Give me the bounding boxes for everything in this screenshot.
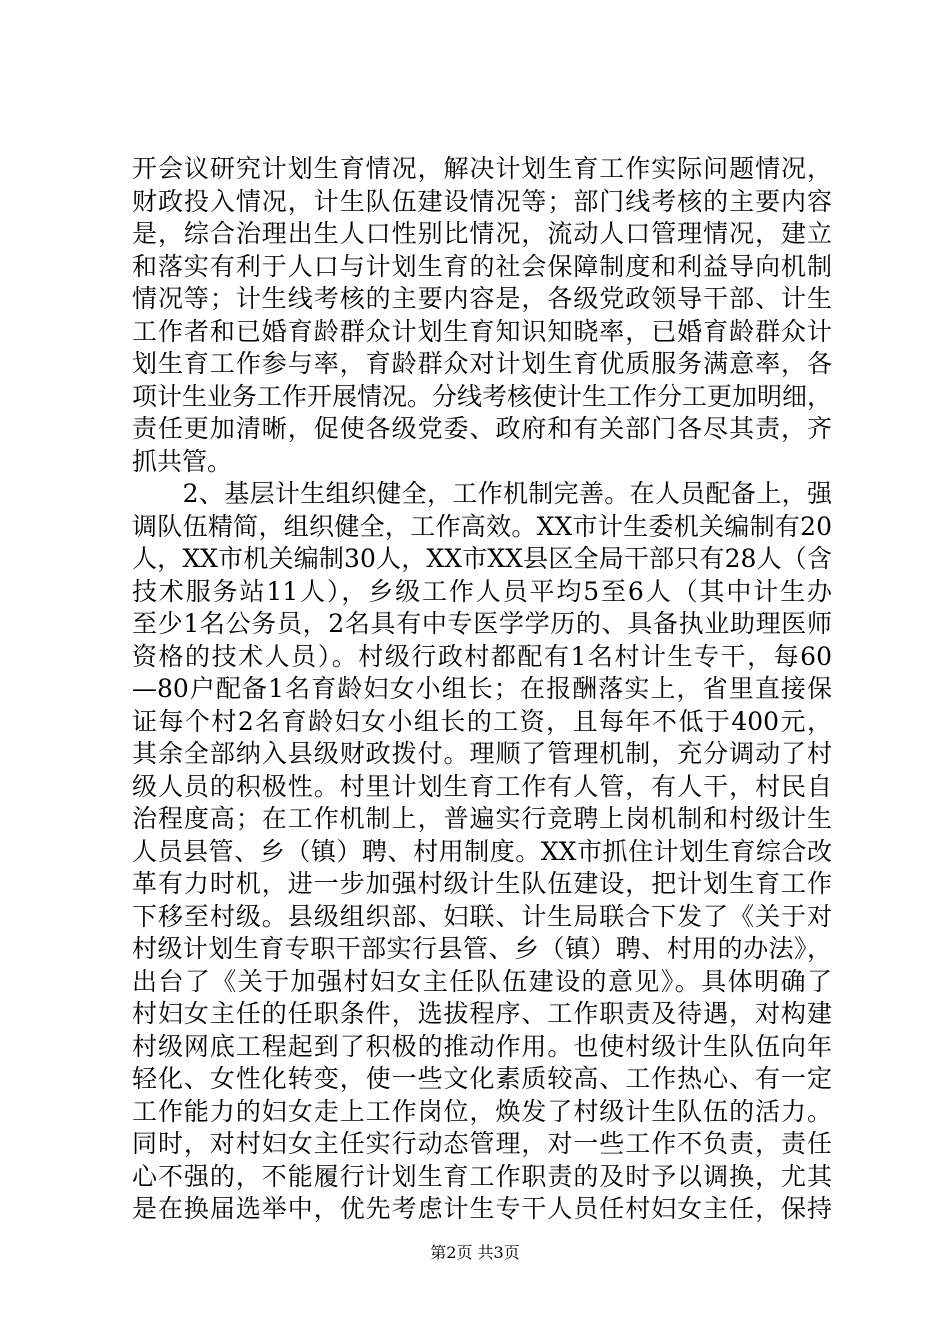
text-line: 财政投入情况，计生队伍建设情况等；部门线考核的主要内容 (132, 186, 832, 216)
paragraph-start-line: 2、基层计生组织健全，工作机制完善。在人员配备上，强 (132, 479, 832, 508)
text-line: 心不强的，不能履行计划生育工作职责的及时予以调换，尤其 (132, 1161, 832, 1191)
text-line: 级人员的积极性。村里计划生育工作有人管，有人干，村民自 (132, 771, 832, 801)
text-line: 责任更加清晰，促使各级党委、政府和有关部门各尽其责，齐 (132, 414, 832, 443)
text-line: 至少1名公务员，2名具有中专医学学历的、具备执业助理医师 (132, 609, 832, 638)
text-line: 同时，对村妇女主任实行动态管理，对一些工作不负责，责任 (132, 1129, 832, 1158)
text-line: 项计生业务工作开展情况。分线考核使计生工作分工更加明细， (132, 381, 833, 411)
text-line: 人员县管、乡（镇）聘、村用制度。XX市抓住计划生育综合改 (132, 836, 832, 866)
text-line: 工作者和已婚育龄群众计划生育知识知晓率，已婚育龄群众计 (132, 316, 832, 346)
text-line: 人，XX市机关编制30人，XX市XX县区全局干部只有28人（含 (132, 544, 832, 573)
text-line: 村妇女主任的任职条件，选拔程序、工作职责及待遇，对构建 (132, 999, 832, 1028)
text-line: —80户配备1名育龄妇女小组长；在报酬落实上，省里直接保 (132, 674, 832, 703)
page-number-footer: 第2页 共3页 (430, 1243, 520, 1262)
text-line: 技术服务站11人），乡级工作人员平均5至6人（其中计生办 (132, 576, 832, 606)
text-line: 是，综合治理出生人口性别比情况，流动人口管理情况，建立 (132, 219, 832, 248)
text-line: 村级网底工程起到了积极的推动作用。也使村级计生队伍向年 (132, 1031, 832, 1061)
text-line: 其余全部纳入县级财政拨付。理顺了管理机制，充分调动了村 (132, 739, 832, 768)
text-line: 出台了《关于加强村妇女主任队伍建设的意见》。具体明确了 (132, 966, 832, 996)
document-body (132, 153, 832, 1226)
text-line: 下移至村级。县级组织部、妇联、计生局联合下发了《关于对 (132, 901, 832, 931)
text-line: 是在换届选举中，优先考虑计生专干人员任村妇女主任，保持 (132, 1194, 832, 1223)
text-line: 开会议研究计划生育情况，解决计划生育工作实际问题情况， (132, 154, 832, 183)
paragraph-end-line: 抓共管。 (132, 446, 233, 476)
text-line: 证每个村2名育龄妇女小组长的工资，且每年不低于400元， (132, 706, 832, 736)
text-line: 革有力时机，进一步加强村级计生队伍建设，把计划生育工作 (132, 869, 832, 898)
text-line: 调队伍精简，组织健全，工作高效。XX市计生委机关编制有20 (132, 511, 832, 541)
text-line: 和落实有利于人口与计划生育的社会保障制度和利益导向机制 (132, 251, 832, 281)
text-line: 村级计划生育专职干部实行县管、乡（镇）聘、村用的办法》， (132, 934, 832, 963)
text-line: 划生育工作参与率，育龄群众对计划生育优质服务满意率，各 (132, 349, 832, 378)
text-line: 轻化、女性化转变，使一些文化素质较高、工作热心、有一定 (132, 1064, 832, 1093)
text-line: 资格的技术人员）。村级行政村都配有1名村计生专干，每60 (132, 641, 832, 671)
text-line: 治程度高；在工作机制上，普遍实行竞聘上岗机制和村级计生 (132, 804, 832, 833)
text-line: 情况等；计生线考核的主要内容是，各级党政领导干部、计生 (132, 284, 832, 313)
text-line: 工作能力的妇女走上工作岗位，焕发了村级计生队伍的活力。 (132, 1096, 832, 1126)
